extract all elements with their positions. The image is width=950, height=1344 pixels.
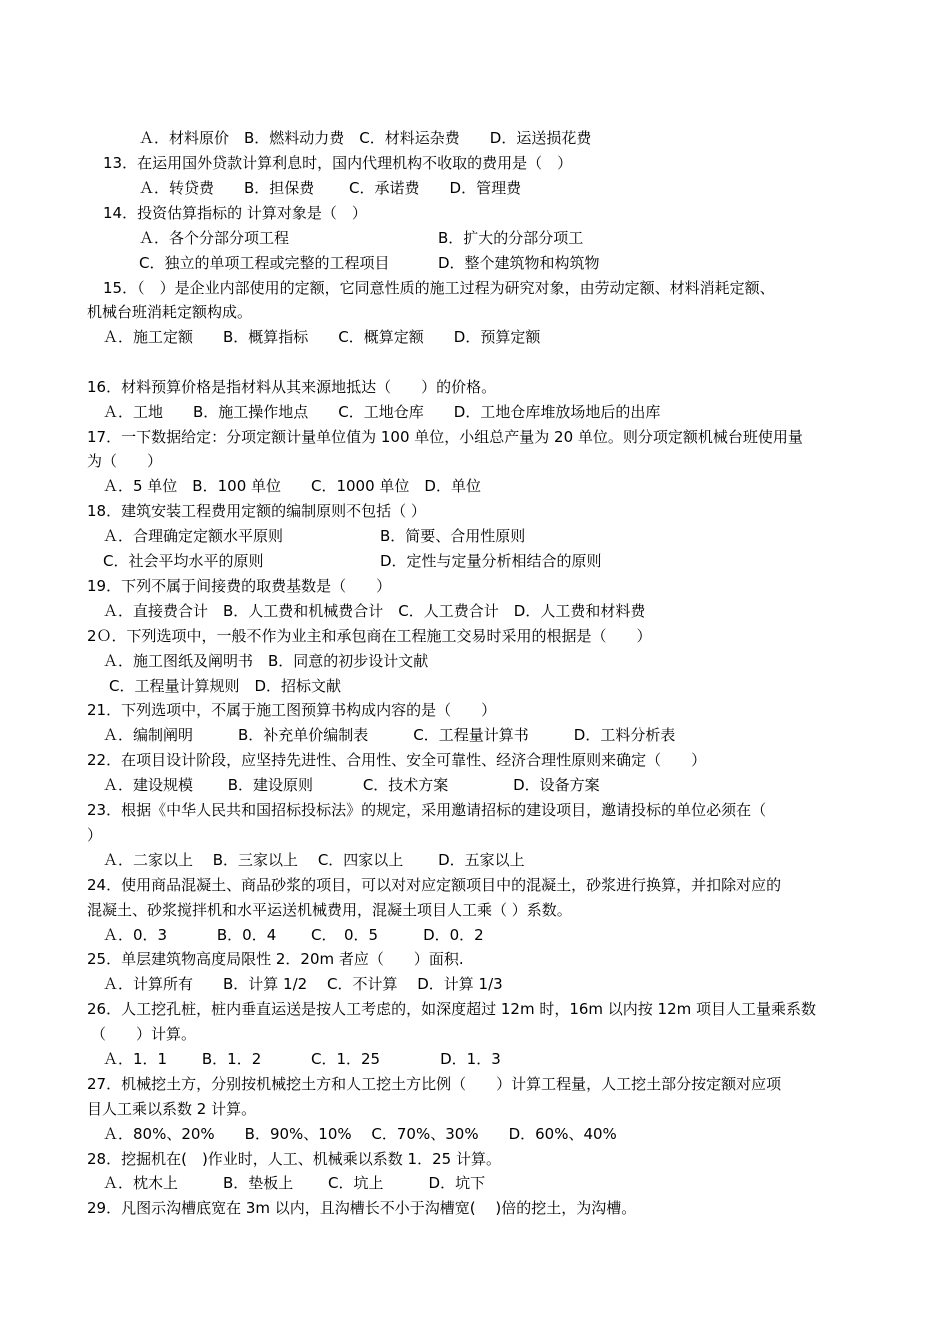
q16-stem: 16．材料预算价格是指材料从其来源地抵达（ ）的价格。 — [87, 378, 497, 396]
q28-stem: 28．挖掘机在( )作业时，人工、机械乘以系数 1．25 计算。 — [87, 1150, 501, 1168]
q17-stem-cont: 为（ ） — [87, 452, 163, 470]
q19-stem: 19．下列不属于间接费的取费基数是（ ） — [87, 577, 392, 595]
q20-stem: 2Ｏ．下列选项中，一般不作为业主和承包商在工程施工交易时采用的根据是（ ） — [87, 627, 652, 645]
q18-option-c: C．社会平均水平的原则 — [103, 552, 264, 570]
q23-stem: 23．根据《中华人民共和国招标投标法》的规定，采用邀请招标的建设项目，邀请投标的单位必须在（ — [87, 801, 767, 819]
q29-stem: 29．凡图示沟槽底宽在 3m 以内，且沟槽长不小于沟槽宽( )倍的挖土，为沟槽。 — [87, 1199, 637, 1217]
q17-stem: 17．一下数据给定：分项定额计量单位值为 100 单位，小组总产量为 20 单位。则分项定额机械台班使用量 — [87, 428, 803, 446]
q17-options: Ａ．5 单位 B．100 单位 C．1000 单位 D．单位 — [103, 477, 481, 495]
q15-stem-cont: 机械台班消耗定额构成。 — [87, 303, 253, 321]
q12-options: Ａ．材料原价 B．燃料动力费 C．材料运杂费 D．运送损花费 — [139, 129, 592, 147]
q26-stem-cont: （ ）计算。 — [91, 1025, 197, 1043]
q19-options: Ａ．直接费合计 B．人工费和机械费合计 C．人工费合计 D．人工费和材料费 — [103, 602, 646, 620]
q15-options: Ａ．施工定额 B．概算指标 C．概算定额 D．预算定额 — [103, 328, 541, 346]
q14-stem: 14．投资估算指标的 计算对象是（ ） — [103, 204, 367, 222]
q14-option-b: B．扩大的分部分项工 — [438, 229, 584, 247]
q18-stem: 18．建筑安装工程费用定额的编制原则不包括（ ） — [87, 502, 426, 520]
q26-stem: 26．人工挖孔桩，桩内垂直运送是按人工考虑的，如深度超过 12m 时，16m 以内按 12m 项目人工量乘系数 — [87, 1000, 817, 1018]
q14-option-c: C．独立的单项工程或完整的工程项目 — [139, 254, 390, 272]
q21-options: Ａ．编制阐明 B．补充单价编制表 C．工程量计算书 D．工料分析表 — [103, 726, 676, 744]
q18-option-d: D．定性与定量分析相结合的原则 — [380, 552, 602, 570]
q26-options: Ａ．1．1 B．1．2 C．1．25 D．1．3 — [103, 1050, 501, 1068]
q24-stem: 24．使用商品混凝土、商品砂浆的项目，可以对对应定额项目中的混凝土，砂浆进行换算，并扣除对应的 — [87, 876, 782, 894]
q18-option-a: Ａ．合理确定定额水平原则 — [103, 527, 284, 545]
q27-options: Ａ．80%、20% B．90%、10% C．70%、30% D．60%、40% — [103, 1125, 617, 1143]
q15-stem: 15．（ ）是企业内部使用的定额，它同意性质的施工过程为研究对象，由劳动定额、材料消耗定额、 — [103, 279, 775, 297]
q13-stem: 13．在运用国外贷款计算利息时，国内代理机构不收取的费用是（ ） — [103, 154, 573, 172]
q23-stem-cont: ） — [87, 826, 103, 844]
q18-option-b: B．简要、合用性原则 — [380, 527, 526, 545]
q14-option-d: D．整个建筑物和构筑物 — [438, 254, 600, 272]
q27-stem: 27．机械挖土方，分别按机械挖土方和人工挖土方比例（ ）计算工程量，人工挖土部分按定额对应项 — [87, 1075, 782, 1093]
q22-options: Ａ．建设规模 B．建设原则 C．技术方案 D．设备方案 — [103, 776, 600, 794]
q21-stem: 21．下列选项中，不属于施工图预算书构成内容的是（ ） — [87, 701, 497, 719]
q16-options: Ａ．工地 B．施工操作地点 C．工地仓库 D．工地仓库堆放场地后的出库 — [103, 403, 661, 421]
q13-options: Ａ．转贷费 B．担保费 C．承诺费 D．管理费 — [139, 179, 522, 197]
q20-options-ab: Ａ．施工图纸及阐明书 B．同意的初步设计文献 — [103, 652, 429, 670]
q25-options: Ａ．计算所有 B．计算 1/2 C．不计算 D．计算 1/3 — [103, 975, 503, 993]
q22-stem: 22．在项目设计阶段，应坚持先进性、合用性、安全可靠性、经济合理性原则来确定（ ） — [87, 751, 707, 769]
q14-option-a: Ａ．各个分部分项工程 — [139, 229, 290, 247]
q24-options: Ａ．0．3 B．0．4 C． 0．5 D．0．2 — [103, 926, 484, 944]
q24-stem-cont: 混凝土、砂浆搅拌机和水平运送机械费用，混凝土项目人工乘（ ）系数。 — [87, 901, 572, 919]
q23-options: Ａ．二家以上 B．三家以上 C．四家以上 D．五家以上 — [103, 851, 525, 869]
q25-stem: 25．单层建筑物高度局限性 2．20m 者应（ ）面积. — [87, 950, 464, 968]
q28-options: Ａ．枕木上 B．垫板上 C．坑上 D．坑下 — [103, 1174, 486, 1192]
q20-options-cd: C．工程量计算规则 D．招标文献 — [109, 677, 342, 695]
q27-stem-cont: 目人工乘以系数 2 计算。 — [87, 1100, 257, 1118]
